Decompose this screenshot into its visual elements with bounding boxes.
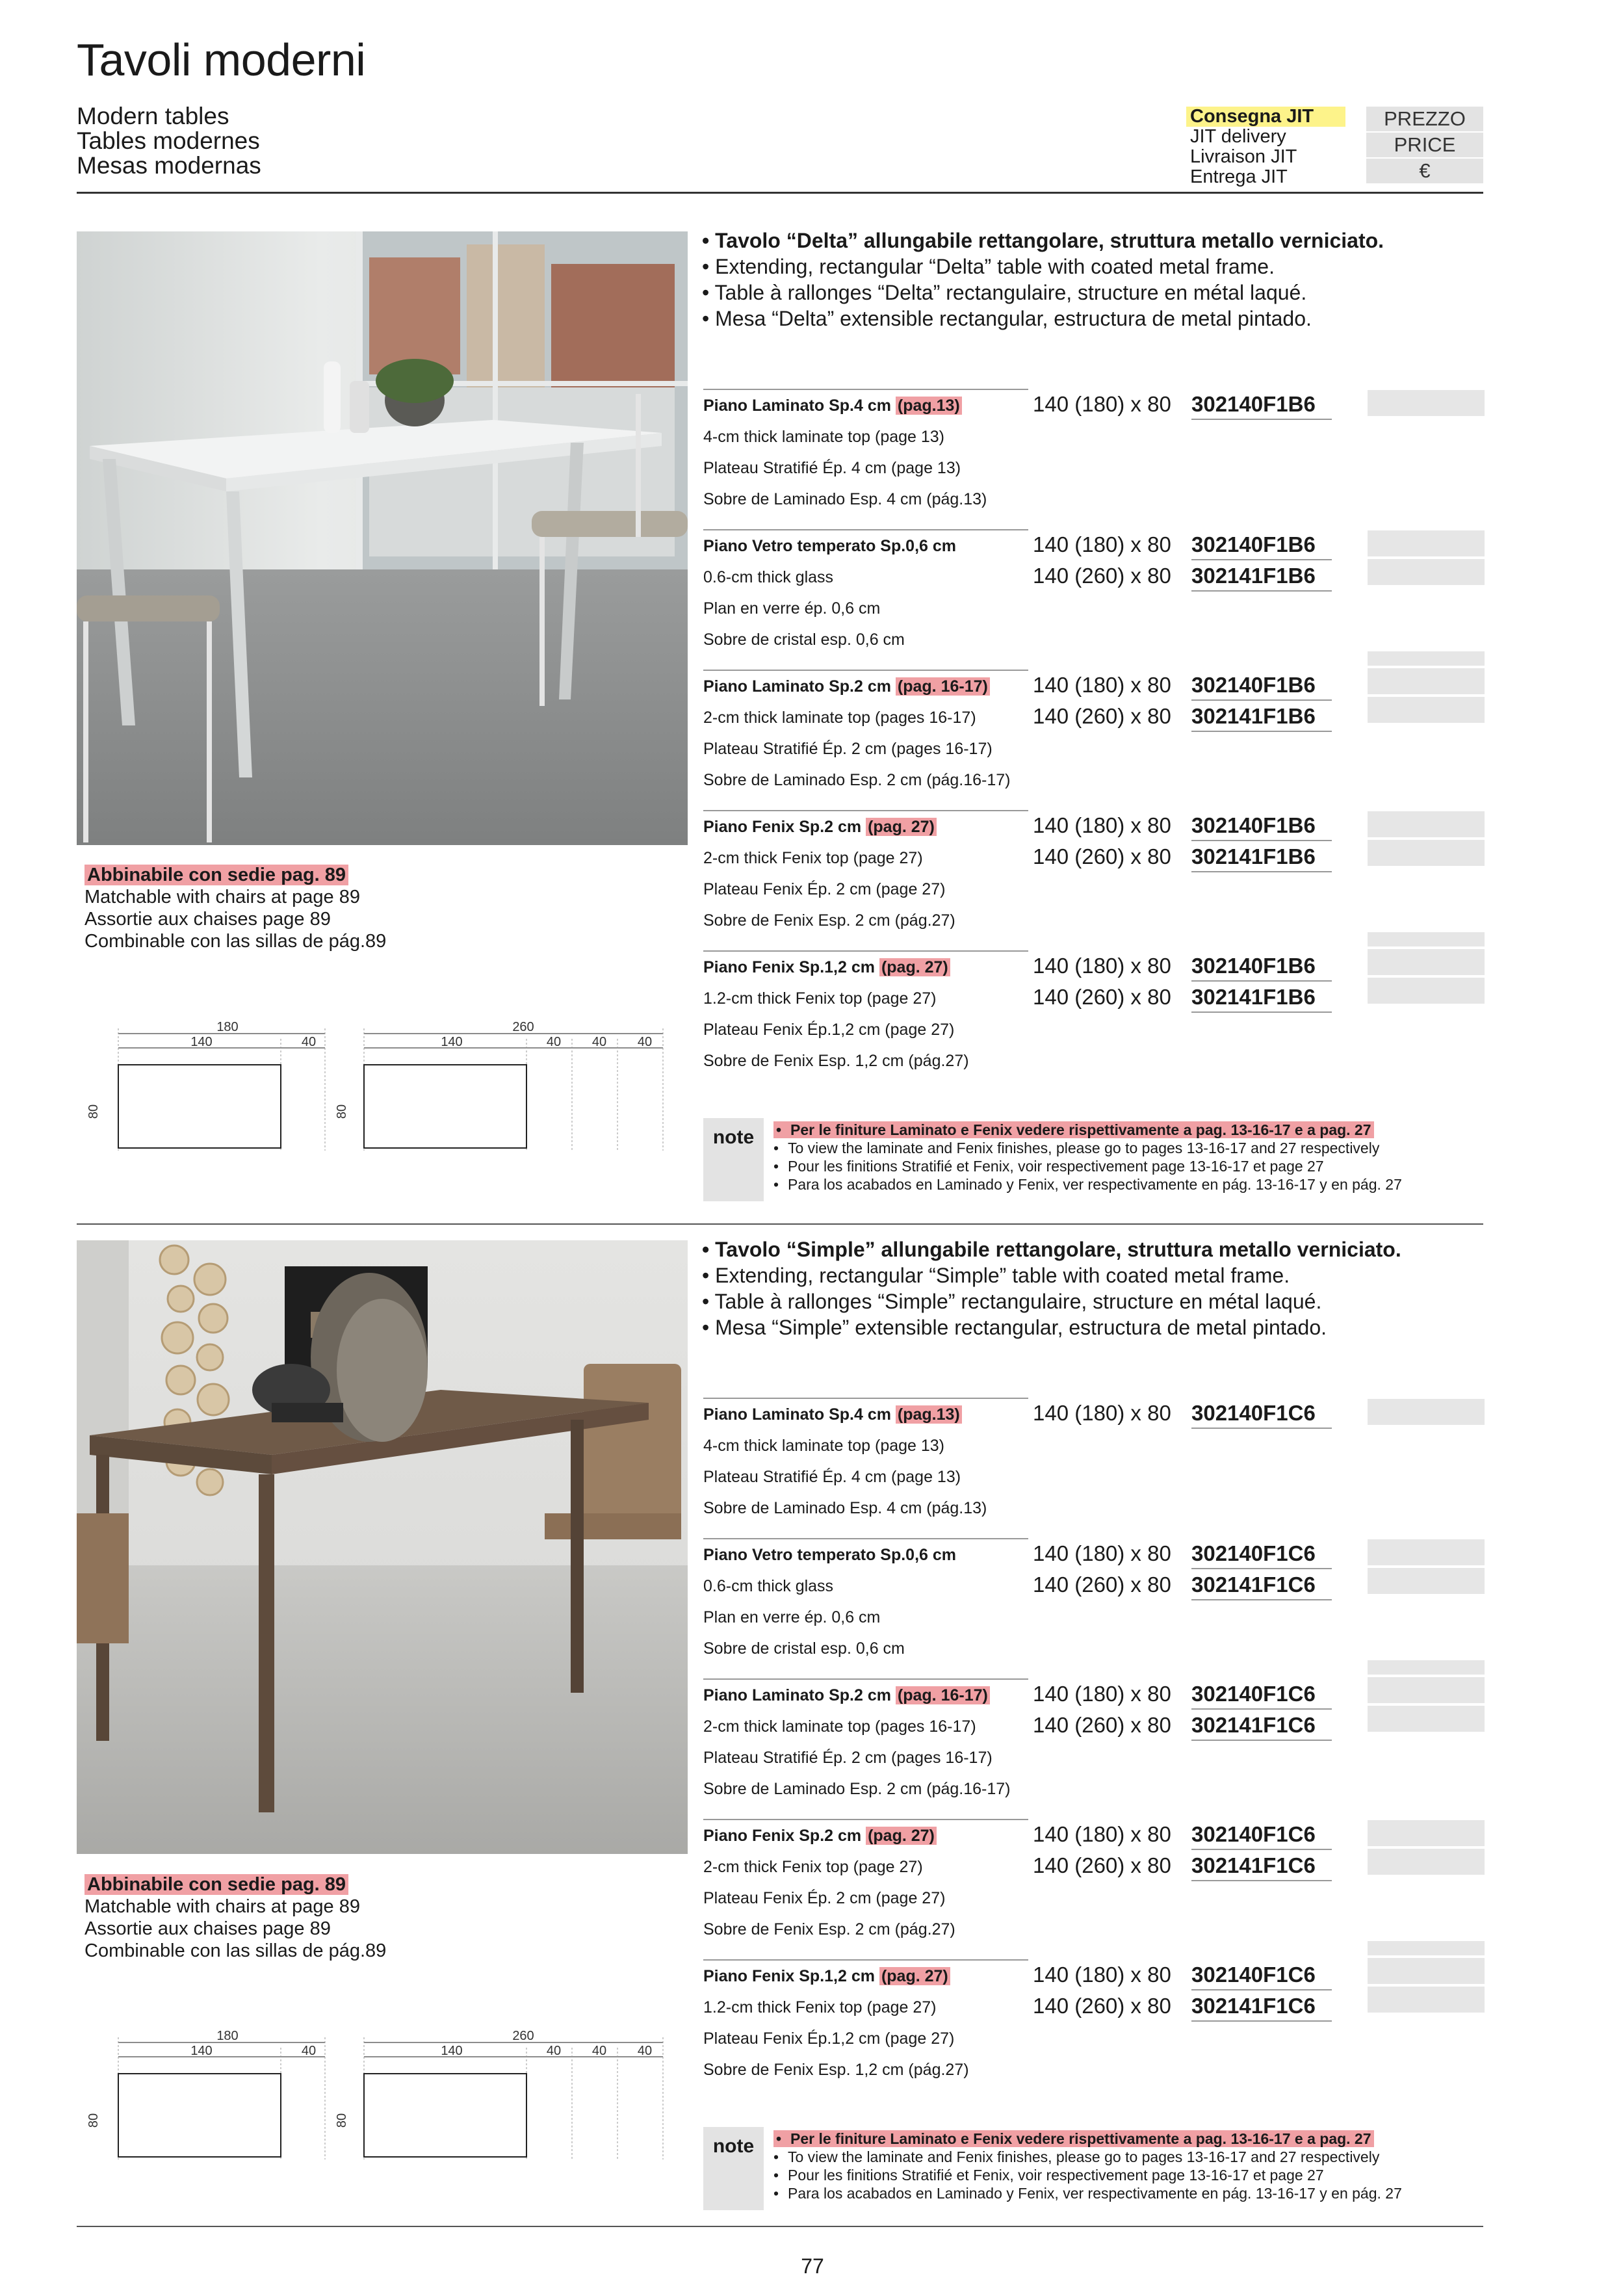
- note-lines: • Per le finiture Laminato e Fenix vedere rispettivamente a pag. 13-16-17 e a pag. 27 • To view the laminate and Fenix finishes, please go to pages 13-16-17 and 27 respectively • Pour les finitions Stratifié et Fenix, voir respectivement page 13-16-17 et page 27 • Para los acabados en Laminado y Fenix, ver respectivamente en pág. 13-16-17 y en pág. 27: [773, 1121, 1402, 1193]
- spec-title: Piano Fenix Sp.1,2 cm (pag. 27): [703, 950, 1028, 983]
- price-cells: [1368, 1660, 1485, 1734]
- product-code: 302141F1B6: [1191, 983, 1332, 1013]
- product-description: [702, 1236, 1401, 1340]
- note-lines: • Per le finiture Laminato e Fenix vedere rispettivamente a pag. 13-16-17 e a pag. 27 • To view the laminate and Fenix finishes, please go to pages 13-16-17 and 27 respectively • Pour les finitions Stratifié et Fenix, voir respectivement page 13-16-17 et page 27 • Para los acabados en Laminado y Fenix, ver respectivamente en pág. 13-16-17 y en pág. 27: [773, 2130, 1402, 2202]
- subtitle-en: Modern tables: [77, 103, 229, 129]
- size-value: 140 (260) x 80: [1033, 1713, 1171, 1737]
- product-code: 302140F1C6: [1191, 1820, 1332, 1850]
- size-value: 140 (260) x 80: [1033, 1853, 1171, 1877]
- spec-title: Piano Laminato Sp.4 cm (pag.13): [703, 1398, 1028, 1430]
- diagram-large-total: 260: [512, 1020, 534, 1034]
- size-value: 140 (180) x 80: [1033, 1401, 1171, 1425]
- small-table-diagram: [86, 1020, 325, 1151]
- section-divider: [77, 1223, 1483, 1225]
- footer-divider: [77, 2226, 1483, 2227]
- price-cells: [1368, 651, 1485, 725]
- spec-group-fenix-1-2cm: [703, 1959, 1483, 2085]
- price-cells: [1368, 390, 1485, 419]
- chairs-note-es: Combinable con las sillas de pág.89: [84, 931, 387, 952]
- product-code: 302141F1B6: [1191, 562, 1332, 592]
- spec-line-en: 2-cm thick Fenix top (page 27): [703, 849, 923, 867]
- description-en: • Extending, rectangular “Simple” table with coated metal frame.: [702, 1264, 1290, 1287]
- size-value: 140 (180) x 80: [1033, 532, 1171, 556]
- size-value: 140 (180) x 80: [1033, 954, 1171, 978]
- chairs-note-fr: Assortie aux chaises page 89: [84, 909, 331, 930]
- spec-group-laminate-4cm: [703, 1398, 1483, 1524]
- size-value: 140 (180) x 80: [1033, 1822, 1171, 1846]
- spec-title: Piano Laminato Sp.2 cm (pag. 16-17): [703, 670, 1028, 702]
- diagram-large-ext-2: 40: [591, 2044, 607, 2058]
- spec-line-en: 0.6-cm thick glass: [703, 1577, 834, 1595]
- subtitle-es: Mesas modernas: [77, 152, 261, 179]
- simple-table-photo: [77, 1240, 688, 1854]
- spec-line-en: 1.2-cm thick Fenix top (page 27): [703, 1998, 937, 2016]
- price-currency: €: [1366, 159, 1483, 185]
- diagram-large-base: 140: [441, 2044, 463, 2058]
- price-cells: [1368, 932, 1485, 1006]
- price-cell: [1368, 390, 1485, 419]
- diagram-small-total: 180: [216, 2029, 239, 2043]
- product-description: [702, 228, 1384, 332]
- chairs-note: [84, 864, 386, 952]
- page-title: Tavoli moderni: [77, 34, 366, 85]
- price-cell: [1368, 811, 1485, 840]
- jit-delivery-header: [1186, 107, 1345, 187]
- spec-line-es: Sobre de Laminado Esp. 4 cm (pág.13): [703, 1499, 987, 1517]
- chairs-note-highlight: Abbinabile con sedie pag. 89: [84, 1874, 348, 1895]
- diagram-small-base: 140: [190, 1035, 213, 1049]
- price-cell: [1368, 1660, 1485, 1677]
- jit-label-es: Entrega JIT: [1190, 166, 1288, 187]
- description-it: • Tavolo “Simple” allungabile rettangolare, struttura metallo verniciato.: [702, 1238, 1401, 1261]
- spec-line-en: 0.6-cm thick glass: [703, 568, 834, 586]
- diagram-large-depth: 80: [335, 2113, 349, 2128]
- product-code: 302140F1B6: [1191, 952, 1332, 982]
- spec-group-laminate-4cm: [703, 389, 1483, 515]
- spec-title: Piano Fenix Sp.2 cm (pag. 27): [703, 1819, 1028, 1851]
- product-code: 302141F1C6: [1191, 1851, 1332, 1881]
- dimension-diagram: [86, 1014, 676, 1151]
- spec-line-es: Sobre de cristal esp. 0,6 cm: [703, 1639, 905, 1658]
- price-cell: [1368, 668, 1485, 697]
- price-cells: [1368, 1941, 1485, 2015]
- price-cell: [1368, 697, 1485, 725]
- note-line-en: To view the laminate and Fenix finishes, please go to pages 13-16-17 and 27 respectively: [788, 1140, 1380, 1156]
- diagram-small-ext: 40: [301, 1035, 317, 1049]
- spec-line-es: Sobre de cristal esp. 0,6 cm: [703, 631, 905, 649]
- size-value: 140 (260) x 80: [1033, 844, 1171, 868]
- note-line-es: Para los acabados en Laminado y Fenix, ver respectivamente en pág. 13-16-17 y en pág. 27: [788, 2185, 1402, 2202]
- price-cell: [1368, 1677, 1485, 1706]
- price-cell: [1368, 1987, 1485, 2015]
- spec-line-en: 2-cm thick laminate top (pages 16-17): [703, 709, 976, 727]
- spec-line-es: Sobre de Fenix Esp. 2 cm (pág.27): [703, 911, 955, 930]
- spec-line-fr: Plateau Fenix Ép. 2 cm (page 27): [703, 880, 946, 898]
- spec-group-laminate-2cm: [703, 670, 1483, 796]
- spec-line-fr: Plan en verre ép. 0,6 cm: [703, 1608, 881, 1626]
- size-value: 140 (260) x 80: [1033, 564, 1171, 588]
- description-fr: • Table à rallonges “Simple” rectangulaire, structure en métal laqué.: [702, 1290, 1322, 1313]
- spec-line-en: 4-cm thick laminate top (page 13): [703, 1437, 945, 1455]
- product-code: 302140F1B6: [1191, 390, 1332, 420]
- spec-group-fenix-1-2cm: [703, 950, 1483, 1076]
- chairs-note-en: Matchable with chairs at page 89: [84, 887, 360, 907]
- spec-title: Piano Fenix Sp.2 cm (pag. 27): [703, 810, 1028, 842]
- spec-group-glass: [703, 529, 1483, 655]
- delta-table-photo: [77, 231, 688, 845]
- product-code: 302141F1B6: [1191, 842, 1332, 872]
- jit-main-label: Consegna JIT: [1186, 107, 1345, 127]
- size-value: 140 (180) x 80: [1033, 813, 1171, 837]
- jit-label-en: JIT delivery: [1190, 126, 1286, 147]
- description-en: • Extending, rectangular “Delta” table with coated metal frame.: [702, 255, 1275, 278]
- price-cell: [1368, 651, 1485, 668]
- spec-group-laminate-2cm: [703, 1678, 1483, 1805]
- large-table-diagram: [335, 2029, 663, 2159]
- spec-line-fr: Plateau Fenix Ép.1,2 cm (page 27): [703, 2029, 955, 2048]
- spec-line-es: Sobre de Laminado Esp. 2 cm (pág.16-17): [703, 1780, 1011, 1798]
- price-cell: [1368, 1539, 1485, 1568]
- description-fr: • Table à rallonges “Delta” rectangulaire, structure en métal laqué.: [702, 281, 1307, 304]
- header-divider: [77, 192, 1483, 194]
- product-code: 302141F1C6: [1191, 1571, 1332, 1600]
- spec-title: Piano Fenix Sp.1,2 cm (pag. 27): [703, 1959, 1028, 1992]
- spec-line-fr: Plateau Fenix Ép.1,2 cm (page 27): [703, 1021, 955, 1039]
- note-line-en: To view the laminate and Fenix finishes, please go to pages 13-16-17 and 27 respectively: [788, 2148, 1380, 2165]
- diagram-large-depth: 80: [335, 1104, 349, 1119]
- product-code: 302141F1C6: [1191, 1711, 1332, 1741]
- price-cell: [1368, 932, 1485, 949]
- product-code: 302140F1B6: [1191, 811, 1332, 841]
- price-cell: [1368, 1399, 1485, 1428]
- size-value: 140 (180) x 80: [1033, 1963, 1171, 1987]
- spec-line-en: 2-cm thick Fenix top (page 27): [703, 1858, 923, 1876]
- spec-line-fr: Plateau Stratifié Ép. 2 cm (pages 16-17): [703, 1749, 993, 1767]
- description-es: • Mesa “Simple” extensible rectangular, estructura de metal pintado.: [702, 1316, 1327, 1339]
- size-value: 140 (180) x 80: [1033, 1682, 1171, 1706]
- diagram-large-total: 260: [512, 2029, 534, 2043]
- spec-title: Piano Vetro temperato Sp.0,6 cm: [703, 529, 1028, 562]
- spec-line-es: Sobre de Fenix Esp. 1,2 cm (pág.27): [703, 2061, 969, 2079]
- note-line-it: Per le finiture Laminato e Fenix vedere rispettivamente a pag. 13-16-17 e a pag. 27: [790, 2130, 1371, 2147]
- diagram-small-base: 140: [190, 2044, 213, 2058]
- product-code: 302140F1C6: [1191, 1399, 1332, 1429]
- price-cell: [1368, 949, 1485, 978]
- spec-line-es: Sobre de Laminado Esp. 4 cm (pág.13): [703, 490, 987, 508]
- price-cells: [1368, 811, 1485, 868]
- size-value: 140 (180) x 80: [1033, 1541, 1171, 1565]
- spec-group-glass: [703, 1538, 1483, 1664]
- size-value: 140 (180) x 80: [1033, 392, 1171, 416]
- note-label: note: [703, 1118, 764, 1201]
- price-cell: [1368, 559, 1485, 588]
- diagram-large-ext-1: 40: [546, 1035, 562, 1049]
- diagram-large-ext-3: 40: [637, 2044, 653, 2058]
- price-cell: [1368, 1849, 1485, 1877]
- price-cell: [1368, 840, 1485, 868]
- spec-line-es: Sobre de Laminado Esp. 2 cm (pág.16-17): [703, 771, 1011, 789]
- spec-line-fr: Plateau Stratifié Ép. 4 cm (page 13): [703, 1468, 961, 1486]
- note-line-fr: Pour les finitions Stratifié et Fenix, voir respectivement page 13-16-17 et page 27: [788, 2167, 1324, 2184]
- jit-label-fr: Livraison JIT: [1190, 146, 1297, 167]
- spec-line-fr: Plateau Fenix Ép. 2 cm (page 27): [703, 1889, 946, 1907]
- spec-title: Piano Vetro temperato Sp.0,6 cm: [703, 1538, 1028, 1571]
- chairs-note-fr: Assortie aux chaises page 89: [84, 1918, 331, 1939]
- diagram-large-base: 140: [441, 1035, 463, 1049]
- product-code: 302141F1C6: [1191, 1992, 1332, 2022]
- page-number: 77: [801, 2254, 824, 2278]
- price-cells: [1368, 530, 1485, 588]
- price-cell: [1368, 978, 1485, 1006]
- product-code: 302140F1B6: [1191, 671, 1332, 701]
- note-line-it: Per le finiture Laminato e Fenix vedere rispettivamente a pag. 13-16-17 e a pag. 27: [790, 1121, 1371, 1138]
- price-cells: [1368, 1820, 1485, 1877]
- note-line-es: Para los acabados en Laminado y Fenix, ver respectivamente en pág. 13-16-17 y en pág. 27: [788, 1176, 1402, 1193]
- subtitle-fr: Tables modernes: [77, 127, 260, 154]
- product-code: 302140F1B6: [1191, 530, 1332, 560]
- diagram-small-depth: 80: [86, 1104, 101, 1119]
- diagram-small-depth: 80: [86, 2113, 101, 2128]
- spec-line-en: 2-cm thick laminate top (pages 16-17): [703, 1717, 976, 1736]
- price-cell: [1368, 1941, 1485, 1958]
- large-table-diagram: [335, 1020, 663, 1151]
- size-value: 140 (260) x 80: [1033, 704, 1171, 728]
- description-it: • Tavolo “Delta” allungabile rettangolare, struttura metallo verniciato.: [702, 229, 1384, 252]
- spec-line-en: 1.2-cm thick Fenix top (page 27): [703, 989, 937, 1008]
- diagram-large-ext-2: 40: [591, 1035, 607, 1049]
- spec-line-fr: Plateau Stratifié Ép. 4 cm (page 13): [703, 459, 961, 477]
- note-label: note: [703, 2127, 764, 2210]
- diagram-small-ext: 40: [301, 2044, 317, 2058]
- price-cell: [1368, 1958, 1485, 1987]
- product-code: 302140F1C6: [1191, 1539, 1332, 1569]
- diagram-small-total: 180: [216, 1020, 239, 1034]
- chairs-note-en: Matchable with chairs at page 89: [84, 1896, 360, 1917]
- spec-line-fr: Plateau Stratifié Ép. 2 cm (pages 16-17): [703, 740, 993, 758]
- spec-title: Piano Laminato Sp.2 cm (pag. 16-17): [703, 1678, 1028, 1711]
- price-cell: [1368, 530, 1485, 559]
- product-code: 302140F1C6: [1191, 1680, 1332, 1710]
- price-cells: [1368, 1399, 1485, 1428]
- small-table-diagram: [86, 2029, 325, 2159]
- page-subtitles: [77, 104, 261, 178]
- size-value: 140 (260) x 80: [1033, 1572, 1171, 1597]
- spec-line-es: Sobre de Fenix Esp. 2 cm (pág.27): [703, 1920, 955, 1938]
- spec-line-es: Sobre de Fenix Esp. 1,2 cm (pág.27): [703, 1052, 969, 1070]
- spec-group-fenix-2cm: [703, 810, 1483, 936]
- chairs-note-es: Combinable con las sillas de pág.89: [84, 1940, 387, 1961]
- product-code: 302141F1B6: [1191, 702, 1332, 732]
- price-cell: [1368, 1706, 1485, 1734]
- size-value: 140 (260) x 80: [1033, 985, 1171, 1009]
- spec-group-fenix-2cm: [703, 1819, 1483, 1945]
- diagram-large-ext-1: 40: [546, 2044, 562, 2058]
- spec-title: Piano Laminato Sp.4 cm (pag.13): [703, 389, 1028, 421]
- price-label-it: PREZZO: [1366, 107, 1483, 133]
- dimension-diagram: [86, 2023, 676, 2159]
- price-cell: [1368, 1820, 1485, 1849]
- price-cell: [1368, 1568, 1485, 1597]
- diagram-large-ext-3: 40: [637, 1035, 653, 1049]
- chairs-note: [84, 1873, 386, 1962]
- description-es: • Mesa “Delta” extensible rectangular, estructura de metal pintado.: [702, 307, 1312, 330]
- price-label-en: PRICE: [1366, 133, 1483, 159]
- price-cells: [1368, 1539, 1485, 1597]
- size-value: 140 (180) x 80: [1033, 673, 1171, 697]
- spec-line-fr: Plan en verre ép. 0,6 cm: [703, 599, 881, 618]
- chairs-note-highlight: Abbinabile con sedie pag. 89: [84, 865, 348, 885]
- size-value: 140 (260) x 80: [1033, 1994, 1171, 2018]
- price-header: [1366, 107, 1483, 185]
- note-line-fr: Pour les finitions Stratifié et Fenix, voir respectivement page 13-16-17 et page 27: [788, 1158, 1324, 1175]
- product-code: 302140F1C6: [1191, 1961, 1332, 1990]
- spec-line-en: 4-cm thick laminate top (page 13): [703, 428, 945, 446]
